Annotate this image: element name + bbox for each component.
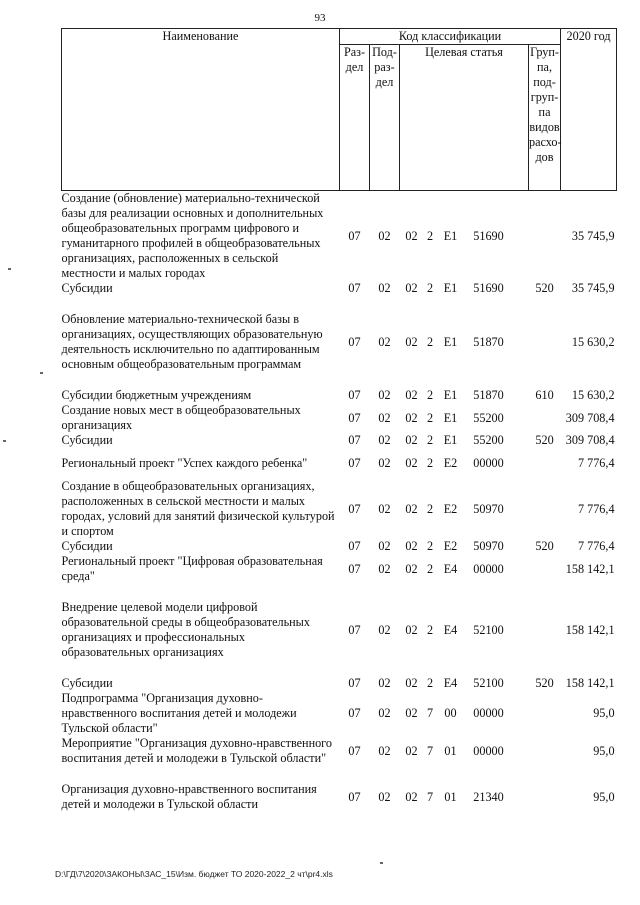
row-spacer bbox=[62, 766, 617, 782]
table-row bbox=[62, 676, 617, 691]
row-expense-type: 610 bbox=[535, 388, 554, 402]
row-section: 07 bbox=[348, 501, 361, 516]
row-target-item bbox=[400, 676, 529, 691]
row-subsection: 02 bbox=[378, 388, 391, 402]
cs-subprogram: 2 bbox=[426, 410, 434, 425]
table-row bbox=[62, 600, 617, 660]
cs-direction: 00000 bbox=[473, 456, 504, 470]
row-target-item bbox=[400, 539, 529, 554]
row-section: 07 bbox=[348, 539, 361, 553]
row-amount: 35 745,9 bbox=[571, 228, 615, 243]
row-subsection: 02 bbox=[378, 743, 391, 758]
table-row bbox=[62, 403, 617, 433]
header-section-label: Раз- дел bbox=[343, 45, 366, 74]
row-target-item bbox=[400, 281, 529, 296]
cs-subprogram: 2 bbox=[426, 281, 434, 295]
cs-program: 02 bbox=[405, 281, 418, 295]
page-number: 93 bbox=[314, 12, 326, 24]
cs-direction: 00000 bbox=[473, 743, 504, 758]
cs-subprogram: 2 bbox=[426, 676, 434, 690]
row-subsection: 02 bbox=[378, 789, 391, 804]
header-expense-type bbox=[529, 45, 561, 191]
row-subsection: 02 bbox=[378, 561, 391, 576]
cs-subprogram: 2 bbox=[426, 501, 434, 516]
row-subsection: 02 bbox=[378, 281, 391, 295]
header-row-1 bbox=[62, 29, 617, 45]
cs-subprogram: 2 bbox=[426, 622, 434, 637]
row-name: Организация духовно-нравственного воспитания детей и молодежи в Тульской области bbox=[61, 782, 317, 811]
cs-direction: 50970 bbox=[473, 539, 504, 553]
row-expense-type bbox=[529, 312, 561, 372]
cs-program: 02 bbox=[405, 456, 418, 470]
row-section: 07 bbox=[348, 228, 361, 243]
row-section: 07 bbox=[348, 433, 361, 447]
header-classification: Код классификации bbox=[340, 29, 561, 45]
cs-program: 02 bbox=[405, 622, 418, 637]
row-target-item bbox=[400, 479, 529, 539]
header-subsection bbox=[370, 45, 400, 191]
row-expense-type bbox=[529, 403, 561, 433]
row-expense-type: 520 bbox=[535, 676, 554, 690]
row-name: Субсидии bbox=[61, 433, 113, 447]
row-section: 07 bbox=[348, 281, 361, 295]
row-amount: 95,0 bbox=[593, 789, 615, 804]
row-target-item bbox=[400, 600, 529, 660]
scan-dot bbox=[8, 268, 11, 270]
row-name: Субсидии bbox=[61, 539, 113, 553]
row-name: Субсидии bbox=[61, 281, 113, 295]
cs-direction: 51870 bbox=[473, 334, 504, 349]
row-subsection: 02 bbox=[378, 228, 391, 243]
row-name: Создание (обновление) материально-технической базы для реализации основных и дополнительных общеобразовательных программ цифрового и гуманитарного профилей в общеобразовательных организациях, расположенных в сельской местности и малых городах bbox=[61, 191, 324, 280]
row-amount: 35 745,9 bbox=[571, 281, 615, 295]
cs-event: E4 bbox=[443, 676, 458, 690]
row-section: 07 bbox=[348, 706, 361, 720]
cs-direction: 50970 bbox=[473, 501, 504, 516]
cs-program: 02 bbox=[405, 334, 418, 349]
row-spacer bbox=[62, 296, 617, 312]
row-section: 07 bbox=[348, 388, 361, 402]
row-spacer bbox=[62, 471, 617, 479]
table-row bbox=[62, 456, 617, 471]
row-expense-type bbox=[529, 554, 561, 584]
row-subsection: 02 bbox=[378, 676, 391, 690]
row-spacer bbox=[62, 448, 617, 456]
row-amount: 15 630,2 bbox=[571, 388, 615, 402]
row-expense-type bbox=[529, 479, 561, 539]
cs-direction: 52100 bbox=[473, 622, 504, 637]
cs-direction: 51690 bbox=[473, 281, 504, 295]
header-subsection-label: Под- раз- дел bbox=[372, 45, 397, 89]
cs-event: E1 bbox=[443, 388, 458, 402]
row-section: 07 bbox=[348, 676, 361, 690]
row-subsection: 02 bbox=[378, 622, 391, 637]
cs-subprogram: 7 bbox=[426, 789, 434, 804]
row-amount: 158 142,1 bbox=[565, 561, 615, 576]
cs-subprogram: 7 bbox=[426, 706, 434, 720]
row-amount: 95,0 bbox=[593, 706, 615, 720]
row-section: 07 bbox=[348, 789, 361, 804]
cs-direction: 51690 bbox=[473, 228, 504, 243]
row-name: Региональный проект "Успех каждого ребенка" bbox=[61, 456, 308, 470]
row-target-item bbox=[400, 191, 529, 282]
row-section: 07 bbox=[348, 622, 361, 637]
cs-direction: 21340 bbox=[473, 789, 504, 804]
table-row bbox=[62, 782, 617, 812]
row-name: Создание в общеобразовательных организациях, расположенных в сельской местности и малых городах, условий для занятий физической культурой и спортом bbox=[61, 479, 335, 538]
budget-table bbox=[61, 28, 617, 812]
cs-program: 02 bbox=[405, 501, 418, 516]
cs-program: 02 bbox=[405, 228, 418, 243]
cs-event: E2 bbox=[443, 539, 458, 553]
cs-direction: 00000 bbox=[473, 706, 504, 720]
row-spacer bbox=[62, 584, 617, 600]
row-target-item bbox=[400, 312, 529, 372]
row-subsection: 02 bbox=[378, 501, 391, 516]
cs-subprogram: 2 bbox=[426, 456, 434, 470]
cs-event: E1 bbox=[443, 433, 458, 447]
cs-program: 02 bbox=[405, 789, 418, 804]
cs-event: E2 bbox=[443, 456, 458, 470]
cs-event: E1 bbox=[443, 334, 458, 349]
cs-program: 02 bbox=[405, 539, 418, 553]
row-amount: 15 630,2 bbox=[571, 334, 615, 349]
cs-subprogram: 2 bbox=[426, 228, 434, 243]
file-path-footer: D:\ГД\7\2020\ЗАКОНЫ\ЗАС_15\Изм. бюджет ТО 2020-2022_2 чт\pr4.xls bbox=[55, 869, 333, 879]
cs-program: 02 bbox=[405, 676, 418, 690]
cs-event: E4 bbox=[443, 622, 458, 637]
row-section: 07 bbox=[348, 456, 361, 470]
row-amount: 309 708,4 bbox=[565, 433, 615, 447]
cs-program: 02 bbox=[405, 706, 418, 720]
row-expense-type bbox=[529, 600, 561, 660]
row-amount: 158 142,1 bbox=[565, 676, 615, 690]
row-expense-type: 520 bbox=[535, 281, 554, 295]
cs-event: E1 bbox=[443, 228, 458, 243]
row-section: 07 bbox=[348, 410, 361, 425]
row-section: 07 bbox=[348, 334, 361, 349]
table-row bbox=[62, 539, 617, 554]
scan-dot bbox=[3, 440, 6, 442]
table-row bbox=[62, 191, 617, 282]
header-section bbox=[340, 45, 370, 191]
table-row bbox=[62, 479, 617, 539]
table-row bbox=[62, 736, 617, 766]
row-target-item bbox=[400, 433, 529, 448]
row-subsection: 02 bbox=[378, 410, 391, 425]
cs-direction: 51870 bbox=[473, 388, 504, 402]
row-target-item bbox=[400, 554, 529, 584]
cs-program: 02 bbox=[405, 388, 418, 402]
row-expense-type bbox=[529, 691, 561, 736]
row-subsection: 02 bbox=[378, 456, 391, 470]
row-expense-type bbox=[529, 782, 561, 812]
row-name: Подпрограмма "Организация духовно-нравственного воспитания детей и молодежи Тульской области" bbox=[61, 691, 297, 735]
cs-event: 01 bbox=[444, 743, 457, 758]
row-amount: 7 776,4 bbox=[577, 501, 615, 516]
header-target-item: Целевая статья bbox=[400, 45, 529, 191]
row-name: Субсидии bbox=[61, 676, 113, 690]
row-name: Создание новых мест в общеобразовательных организациях bbox=[61, 403, 301, 432]
row-spacer bbox=[62, 660, 617, 676]
header-year: 2020 год bbox=[561, 29, 617, 191]
table-row bbox=[62, 554, 617, 584]
row-subsection: 02 bbox=[378, 433, 391, 447]
row-expense-type: 520 bbox=[535, 433, 554, 447]
row-section: 07 bbox=[348, 561, 361, 576]
row-expense-type bbox=[529, 736, 561, 766]
cs-subprogram: 2 bbox=[426, 334, 434, 349]
cs-event: E1 bbox=[443, 281, 458, 295]
row-amount: 309 708,4 bbox=[565, 410, 615, 425]
row-name: Внедрение целевой модели цифровой образовательной среды в общеобразовательных организациях и профессиональных образовательных организациях bbox=[61, 600, 310, 659]
header-expense-type-label: Груп- па, под- груп- па видов расхо- дов bbox=[529, 45, 562, 164]
cs-program: 02 bbox=[405, 743, 418, 758]
cs-program: 02 bbox=[405, 410, 418, 425]
cs-subprogram: 2 bbox=[426, 433, 434, 447]
cs-subprogram: 2 bbox=[426, 539, 434, 553]
row-target-item bbox=[400, 736, 529, 766]
table-row bbox=[62, 433, 617, 448]
table-row bbox=[62, 388, 617, 403]
cs-direction: 55200 bbox=[473, 410, 504, 425]
scan-dot bbox=[40, 372, 43, 374]
row-subsection: 02 bbox=[378, 706, 391, 720]
row-expense-type bbox=[529, 191, 561, 282]
row-subsection: 02 bbox=[378, 539, 391, 553]
table-row bbox=[62, 281, 617, 296]
cs-event: E4 bbox=[443, 561, 458, 576]
row-name: Мероприятие "Организация духовно-нравственного воспитания детей и молодежи в Тульской области" bbox=[61, 736, 332, 765]
row-target-item bbox=[400, 782, 529, 812]
table-row bbox=[62, 312, 617, 372]
row-target-item bbox=[400, 403, 529, 433]
row-name: Региональный проект "Цифровая образовательная среда" bbox=[61, 554, 323, 583]
scan-dot bbox=[380, 862, 383, 864]
row-target-item bbox=[400, 691, 529, 736]
row-expense-type bbox=[529, 456, 561, 471]
header-name: Наименование bbox=[62, 29, 340, 191]
cs-event: 00 bbox=[444, 706, 457, 720]
row-name: Обновление материально-технической базы в организациях, осуществляющих образовательную деятельность исключительно по адаптированным основным общеобразовательным программам bbox=[61, 312, 323, 371]
cs-direction: 00000 bbox=[473, 561, 504, 576]
cs-subprogram: 7 bbox=[426, 743, 434, 758]
cs-event: 01 bbox=[444, 789, 457, 804]
cs-direction: 55200 bbox=[473, 433, 504, 447]
row-target-item bbox=[400, 388, 529, 403]
row-name: Субсидии бюджетным учреждениям bbox=[61, 388, 252, 402]
cs-event: E2 bbox=[443, 501, 458, 516]
cs-event: E1 bbox=[443, 410, 458, 425]
row-target-item bbox=[400, 456, 529, 471]
row-subsection: 02 bbox=[378, 334, 391, 349]
cs-direction: 52100 bbox=[473, 676, 504, 690]
row-expense-type: 520 bbox=[535, 539, 554, 553]
row-section: 07 bbox=[348, 743, 361, 758]
table-row bbox=[62, 691, 617, 736]
cs-program: 02 bbox=[405, 433, 418, 447]
row-spacer bbox=[62, 372, 617, 388]
row-amount: 158 142,1 bbox=[565, 622, 615, 637]
row-amount: 95,0 bbox=[593, 743, 615, 758]
cs-subprogram: 2 bbox=[426, 388, 434, 402]
row-amount: 7 776,4 bbox=[577, 539, 615, 553]
row-amount: 7 776,4 bbox=[577, 456, 615, 470]
cs-subprogram: 2 bbox=[426, 561, 434, 576]
cs-program: 02 bbox=[405, 561, 418, 576]
